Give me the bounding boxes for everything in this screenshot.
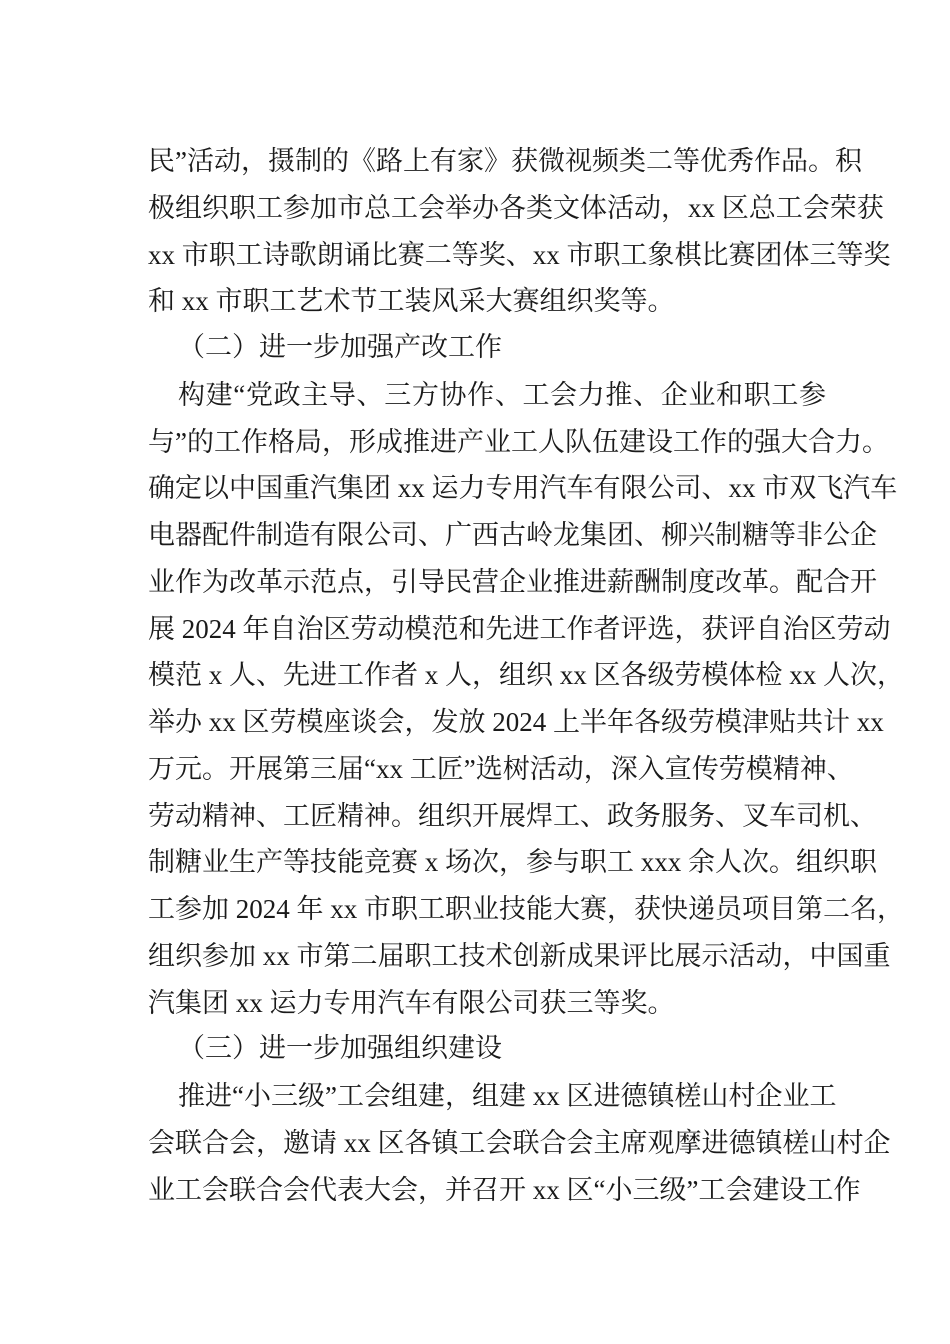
paragraph-line: 举办 xx 区劳模座谈会，发放 2024 上半年各级劳模津贴共计 xx <box>148 707 884 737</box>
paragraph-line: 劳动精神、工匠精神。组织开展焊工、政务服务、叉车司机、 <box>148 800 877 831</box>
paragraph-line: 模范 x 人、先进工作者 x 人，组织 xx 区各级劳模体检 xx 人次， <box>148 660 904 691</box>
paragraph-line: 业工会联合会代表大会，并召开 xx 区“小三级”工会建设工作 <box>148 1174 861 1205</box>
paragraph-line: xx 市职工诗歌朗诵比赛二等奖、xx 市职工象棋比赛团体三等奖 <box>148 239 891 270</box>
paragraph-line: 会联合会，邀请 xx 区各镇工会联合会主席观摩进德镇槎山村企 <box>148 1127 891 1158</box>
paragraph-line: 电器配件制造有限公司、广西古岭龙集团、柳兴制糖等非公企 <box>148 520 877 550</box>
paragraph-line: 民”活动，摄制的《路上有家》获微视频类二等优秀作品。积 <box>148 146 862 176</box>
paragraph-line: 推进“小三级”工会组建，组建 xx 区进德镇槎山村企业工 <box>178 1081 837 1111</box>
paragraph-line: 展 2024 年自治区劳动模范和先进工作者评选，获评自治区劳动 <box>148 613 891 644</box>
paragraph-line: 汽集团 xx 运力专用汽车有限公司获三等奖。 <box>148 987 675 1018</box>
paragraph-line: 极组织职工参加市总工会举办各类文体活动，xx 区总工会荣获 <box>148 192 884 223</box>
paragraph-line: 与”的工作格局，形成推进产业工人队伍建设工作的强大合力。 <box>148 426 889 457</box>
paragraph-line: 组织参加 xx 市第二届职工技术创新成果评比展示活动，中国重 <box>148 940 891 971</box>
paragraph-line: 业作为改革示范点，引导民营企业推进薪酬制度改革。配合开 <box>148 566 877 597</box>
section-heading-2: （二）进一步加强产改工作 <box>178 332 502 363</box>
section-heading-3: （三）进一步加强组织建设 <box>178 1033 502 1065</box>
paragraph-line: 万元。开展第三届“xx 工匠”选树活动，深入宣传劳模精神、 <box>148 753 854 784</box>
document-body <box>148 138 904 1213</box>
paragraph-line: 构建“党政主导、三方协作、工会力推、企业和职工参 <box>178 379 826 410</box>
paragraph-line: 和 xx 市职工艺术节工装风采大赛组织奖等。 <box>148 286 675 317</box>
paragraph-line: 确定以中国重汽集团 xx 运力专用汽车有限公司、xx 市双飞汽车 <box>148 473 898 504</box>
paragraph-line: 工参加 2024 年 xx 市职工职业技能大赛，获快递员项目第二名， <box>148 894 904 924</box>
paragraph-line: 制糖业生产等技能竞赛 x 场次，参与职工 xxx 余人次。组织职 <box>148 847 877 878</box>
